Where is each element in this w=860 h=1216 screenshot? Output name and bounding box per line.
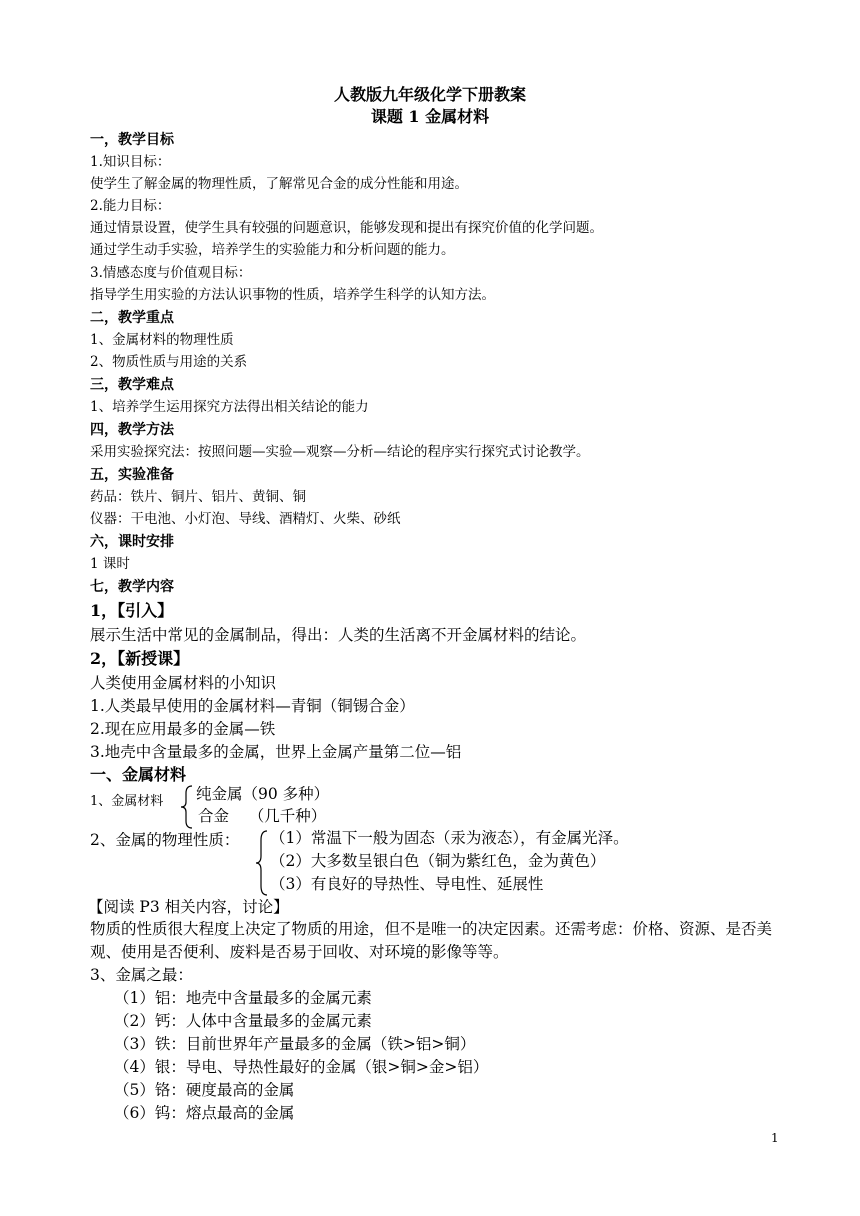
property-item: （1）常温下一般为固态（汞为液态），有金属光泽。	[270, 829, 629, 847]
text-line: 通过情景设置，使学生具有较强的问题意识，能够发现和提出有探究价值的化学问题。	[90, 220, 603, 236]
metal-materials-heading: 一、金属材料	[90, 765, 187, 784]
section-heading-objectives: 一，教学目标	[90, 132, 174, 148]
class-item: 合金 （几千种）	[198, 807, 327, 825]
superlatives-label: 3、金属之最：	[90, 966, 193, 984]
text-line: 仪器：干电池、小灯泡、导线、酒精灯、火柴、砂纸	[90, 511, 401, 527]
section-heading-difficulties: 三，教学难点	[90, 377, 174, 393]
text-line: 通过学生动手实验，培养学生的实验能力和分析问题的能力。	[90, 242, 455, 258]
superlative-item: （6）钨：熔点最高的金属	[114, 1104, 295, 1122]
text-line: 3.情感态度与价值观目标：	[90, 265, 252, 281]
property-item: （3）有良好的导热性、导电性、延展性	[270, 875, 544, 893]
section-heading-preparation: 五，实验准备	[90, 467, 174, 483]
reading-paragraph: 物质的性质很大程度上决定了物质的用途，但不是唯一的决定因素。还需考虑：价格、资源、是否美观、使用是否便利、废料是否易于回收、对环境的影像等等。	[90, 920, 773, 961]
new-lesson-heading: 2，【新授课】	[90, 649, 190, 668]
text-line: 药品：铁片、铜片、铝片、黄铜、铜	[90, 489, 306, 505]
intro-text: 展示生活中常见的金属制品，得出：人类的生活离不开金属材料的结论。	[90, 626, 587, 644]
superlative-item: （4）银：导电、导热性最好的金属（银>铜>金>铝）	[114, 1058, 489, 1076]
superlative-item: （2）钙：人体中含量最多的金属元素	[114, 1012, 372, 1030]
document-title: 人教版九年级化学下册教案	[333, 85, 526, 104]
reading-prompt: 【阅读 P3 相关内容，讨论】	[88, 898, 289, 916]
classification-label: 1、金属材料	[90, 794, 164, 809]
text-line: 1、金属材料的物理性质	[90, 332, 234, 348]
superlative-item: （1）铝：地壳中含量最多的金属元素	[114, 989, 372, 1007]
text-line: 1、培养学生运用探究方法得出相关结论的能力	[90, 399, 369, 415]
superlative-item: （3）铁：目前世界年产量最多的金属（铁>铝>铜）	[114, 1035, 476, 1053]
property-item: （2）大多数呈银白色（铜为紫红色，金为黄色）	[270, 852, 606, 870]
text-line: 指导学生用实验的方法认识事物的性质，培养学生科学的认知方法。	[90, 287, 495, 303]
section-heading-schedule: 六，课时安排	[90, 534, 174, 550]
intro-heading: 1，【引入】	[90, 601, 174, 620]
text-line: 2、物质性质与用途的关系	[90, 354, 248, 370]
text-line: 1 课时	[90, 556, 130, 572]
text-line: 2.现在应用最多的金属—铁	[90, 720, 276, 738]
text-line: 使学生了解金属的物理性质，了解常见合金的成分性能和用途。	[90, 176, 468, 192]
section-heading-key-points: 二，教学重点	[90, 310, 174, 326]
page-number: 1	[771, 1131, 779, 1145]
brace-icon	[180, 785, 194, 829]
section-heading-content: 七，教学内容	[90, 579, 174, 595]
properties-label: 2、金属的物理性质：	[90, 831, 240, 849]
text-line: 2.能力目标：	[90, 198, 171, 214]
brace-icon	[255, 830, 269, 896]
superlative-item: （5）铬：硬度最高的金属	[114, 1081, 295, 1099]
section-heading-methods: 四，教学方法	[90, 422, 174, 438]
text-line: 1.人类最早使用的金属材料—青铜（铜锡合金）	[90, 697, 415, 715]
class-item: 纯金属（90 多种）	[196, 785, 330, 803]
lesson-title: 课题 1 金属材料	[370, 107, 490, 126]
text-line: 人类使用金属材料的小知识	[90, 674, 277, 692]
text-line: 采用实验探究法：按照问题—实验—观察—分析—结论的程序实行探究式讨论教学。	[90, 444, 590, 460]
text-line: 3.地壳中含量最多的金属，世界上金属产量第二位—铝	[90, 743, 462, 761]
text-line: 1.知识目标：	[90, 154, 171, 170]
